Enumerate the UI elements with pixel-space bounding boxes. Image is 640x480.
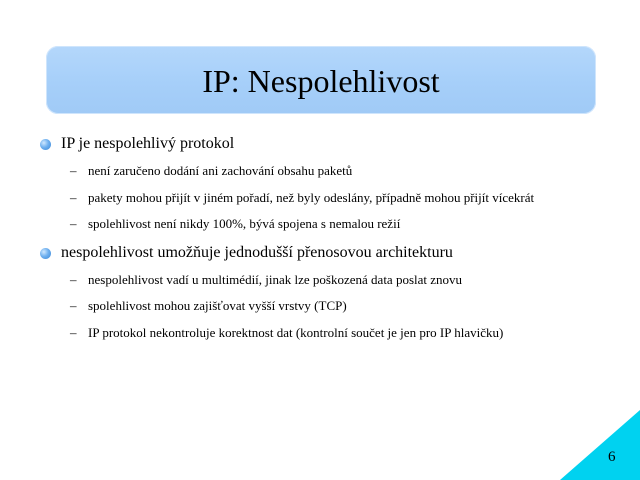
sub-item-text: spolehlivost mohou zajišťovat vyšší vrstvy (TCP) (88, 298, 347, 313)
dash-icon: – (70, 216, 77, 231)
bullet-item (40, 135, 234, 153)
sub-item (70, 216, 400, 232)
dash-icon: – (70, 272, 77, 287)
corner-triangle-shape (560, 410, 640, 480)
sub-item (70, 272, 462, 288)
dash-icon: – (70, 325, 77, 340)
dash-icon: – (70, 163, 77, 178)
bullet-text: nespolehlivost umožňuje jednodušší přenosovou architekturu (61, 244, 453, 261)
corner-triangle-decoration (560, 410, 640, 480)
sub-item-text: pakety mohou přijít v jiném pořadí, než byly odeslány, případně mohou přijít vícekrát (88, 190, 535, 205)
bullet-text: IP je nespolehlivý protokol (61, 135, 235, 152)
sub-item-text: nespolehlivost vadí u multimédií, jinak lze poškozená data poslat znovu (88, 272, 463, 287)
sub-item (70, 163, 352, 179)
sub-item-text: spolehlivost není nikdy 100%, bývá spojena s nemalou režií (88, 216, 401, 231)
dash-icon: – (70, 190, 77, 205)
sub-item (70, 190, 534, 206)
sub-item-text: není zaručeno dodání ani zachování obsahu paketů (88, 163, 353, 178)
sub-item (70, 325, 503, 341)
slide-title: IP: Nespolehlivost (202, 63, 440, 99)
page-number: 6 (608, 449, 616, 465)
bullet-item (40, 244, 453, 262)
dash-icon: – (70, 298, 77, 313)
bullet-dot-icon (40, 139, 51, 150)
sub-item (70, 298, 347, 314)
bullet-dot-icon (40, 248, 51, 259)
sub-item-text: IP protokol nekontroluje korektnost dat (kontrolní součet je jen pro IP hlavičku) (88, 325, 504, 340)
